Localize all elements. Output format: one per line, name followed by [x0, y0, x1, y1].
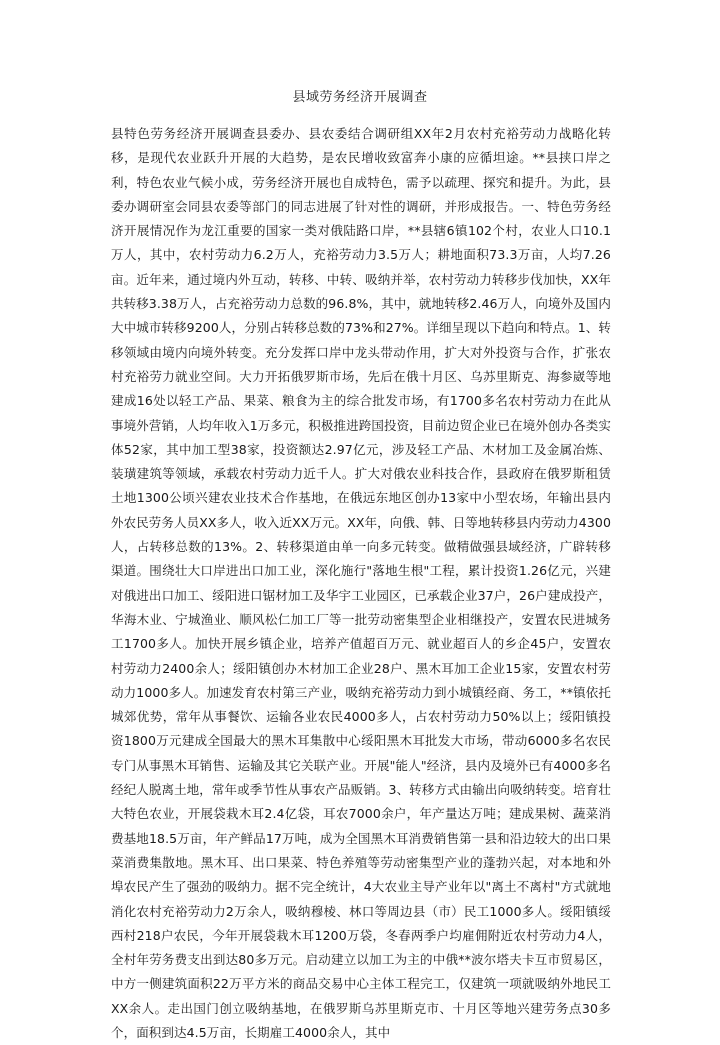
document-body-paragraph: 县特色劳务经济开展调查县委办、县农委结合调研组XX年2月农村充裕劳动力战略化转移，是现代农业跃升开展的大趋势，是农民增收致富奔小康的应循坦途。**县挟口岸之利，特色农业气候小成，劳务经济开展也自成特色，需予以疏理、探究和提升。为此，县委办调研室会同县农委等部门的同志进展了针对性的调研，并形成报告。一、特色劳务经济开展情况作为龙江重要的国家一类对俄陆路口岸，**县辖6镇102个村，农业人口10.1万人，其中，农村劳动力6.2万人，充裕劳动力3.5万人；耕地面积73.3万亩，人均7.26亩。近年来，通过境内外互动，转移、中转、吸纳并举，农村劳动力转移步伐加快，XX年共转移3.38万人，占充裕劳动力总数的96.8%，其中，就地转移2.46万人，向境外及国内大中城市转移9200人，分别占转移总数的73%和27%。详细呈现以下趋向和特点。1、转移领域由境内向境外转变。充分发挥口岸中龙头带动作用，扩大对外投资与合作，扩张农村充裕劳力就业空间。大力开拓俄罗斯市场，先后在俄十月区、乌苏里斯克、海参崴等地建成16处以轻工产品、果菜、粮食为主的综合批发市场，有1700多名农村劳动力在此从事境外营销，人均年收入1万多元，积极推进跨国投资，目前边贸企业已在境外创办各类实体52家，其中加工型38家，投资额达2.97亿元，涉及轻工产品、木材加工及金属冶炼、装璜建筑等领域，承载农村劳动力近千人。扩大对俄农业科技合作，县政府在俄罗斯租赁土地1300公顷兴建农业技术合作基地，在俄远东地区创办13家中小型农场，年输出县内外农民劳务人员XX多人，收入近XX万元。XX年，向俄、韩、日等地转移县内劳动力4300人，占转移总数的13%。2、转移渠道由单一向多元转变。做精做强县域经济，广辟转移渠道。围绕壮大口岸进出口加工业，深化施行"落地生根"工程，累计投资1.26亿元，兴建对俄进出口加工、绥阳进口锯材加工及华宇工业园区，已承载企业37户，26户建成投产，华海木业、宁城渔业、顺风松仁加工厂等一批劳动密集型企业相继投产，安置农民进城务工1700多人。加快开展乡镇企业，培养产值超百万元、就业超百人的乡企45户，安置农村劳动力2400余人；绥阳镇创办木材加工企业28户、黑木耳加工企业15家，安置农村劳动力1000多人。加速发育农村第三产业，吸纳充裕劳动力到小城镇经商、务工，**镇依托城郊优势，常年从事餐饮、运输各业农民4000多人，占农村劳动力50%以上；绥阳镇投资1800万元建成全国最大的黑木耳集散中心绥阳黑木耳批发大市场，带动6000多名农民专门从事黑木耳销售、运输及其它关联产业。开展"能人"经济，县内及境外已有4000多名经纪人脱离土地，常年或季节性从事农产品贩销。3、转移方式由输出向吸纳转变。培育壮大特色农业，开展袋栽木耳2.4亿袋，耳农7000余户，年产量达万吨；建成果树、蔬菜消费基地18.5万亩，年产鲜品17万吨，成为全国黑木耳消费销售第一县和沿边较大的出口果菜消费集散地。黑木耳、出口果菜、特色养殖等劳动密集型产业的蓬勃兴起，对本地和外埠农民产生了强劲的吸纳力。据不完全统计，4大农业主导产业年以"离土不离村"方式就地消化农村充裕劳动力2万余人，吸纳穆棱、林口等周边县（市）民工1000多人。绥阳镇绥西村218户农民，今年开展袋栽木耳1200万袋，冬春两季户均雇佣附近农村劳动力4人，全村年劳务费支出到达80多万元。启动建立以加工为主的中俄**波尔塔夫卡互市贸易区，中方一侧建筑面积22万平方米的商品交易中心主体工程完工，仅建筑一项就吸纳外地民工XX余人。走出国门创立吸纳基地，在俄罗斯乌苏里斯克市、十月区等地兴建劳务点30多个，面积到达4.5万亩，长期雇工4000余人，其中 [111, 126, 611, 1040]
document-title: 县域劳务经济开展调查 [292, 90, 428, 105]
